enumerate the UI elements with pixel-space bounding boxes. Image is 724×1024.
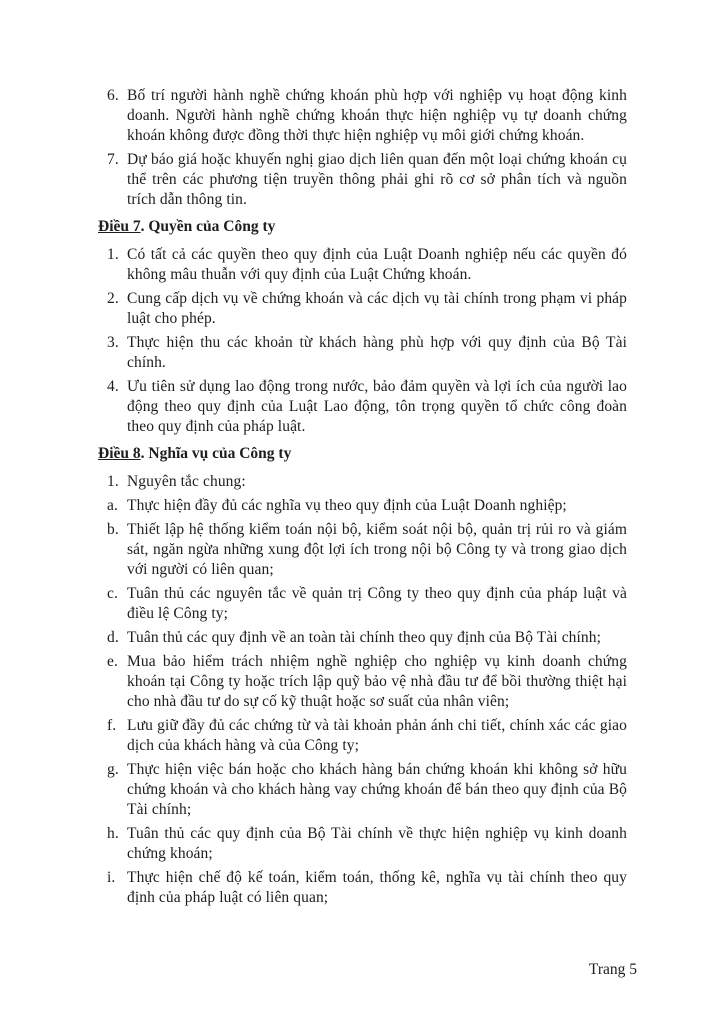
list-item-marker: 1. bbox=[107, 246, 119, 263]
article-7-heading bbox=[98, 217, 627, 237]
list-item-text: Thực hiện thu các khoản từ khách hàng phù hợp với quy định của Bộ Tài chính. bbox=[127, 334, 627, 371]
list-item-marker: f. bbox=[107, 717, 117, 734]
list-item-marker: e. bbox=[107, 653, 118, 670]
list-item bbox=[98, 824, 627, 864]
list-item-text: Ưu tiên sử dụng lao động trong nước, bảo đảm quyền và lợi ích của người lao động theo quy định của Luật Lao động, tôn trọng quyền tổ chức công đoàn theo quy định của pháp luật. bbox=[127, 378, 627, 435]
list-item-marker: c. bbox=[107, 585, 118, 602]
list-item-marker: d. bbox=[107, 629, 119, 646]
list-item-text: Có tất cả các quyền theo quy định của Luật Doanh nghiệp nếu các quyền đó không mâu thuẫn với quy định của Luật Chứng khoán. bbox=[127, 246, 627, 283]
list-item-marker: 1. bbox=[107, 473, 119, 490]
list-item-text: Lưu giữ đầy đủ các chứng từ và tài khoản phản ánh chi tiết, chính xác các giao dịch của khách hàng và của Công ty; bbox=[127, 717, 627, 754]
list-item-marker: 2. bbox=[107, 290, 119, 307]
list-item-text: Tuân thủ các nguyên tắc về quản trị Công ty theo quy định của pháp luật và điều lệ Công ty; bbox=[127, 585, 627, 622]
document-content bbox=[98, 86, 627, 912]
list-item bbox=[98, 628, 627, 648]
list-item-marker: b. bbox=[107, 521, 119, 538]
article-7-number: Điều 7 bbox=[98, 218, 141, 235]
article-8-heading bbox=[98, 444, 627, 464]
list-item bbox=[98, 652, 627, 712]
list-item bbox=[98, 520, 627, 580]
list-item-marker: g. bbox=[107, 761, 119, 778]
list-item bbox=[98, 86, 627, 146]
list-item-text: Cung cấp dịch vụ về chứng khoán và các dịch vụ tài chính trong phạm vi pháp luật cho phép. bbox=[127, 290, 627, 327]
list-item bbox=[98, 472, 627, 492]
list-item bbox=[98, 377, 627, 437]
list-item bbox=[98, 760, 627, 820]
list-item-marker: 4. bbox=[107, 378, 119, 395]
list-item-text: Dự báo giá hoặc khuyến nghị giao dịch liên quan đến một loại chứng khoán cụ thể trên các phương tiện truyền thông phải ghi rõ cơ sở phân tích và nguồn trích dẫn thông tin. bbox=[127, 151, 627, 208]
list-item bbox=[98, 289, 627, 329]
list-item-marker: 6. bbox=[107, 87, 119, 104]
list-item-marker: h. bbox=[107, 825, 119, 842]
list-item bbox=[98, 584, 627, 624]
list-item-text: Thực hiện chế độ kế toán, kiểm toán, thống kê, nghĩa vụ tài chính theo quy định của pháp luật có liên quan; bbox=[127, 869, 627, 906]
list-item-text: Tuân thủ các quy định của Bộ Tài chính về thực hiện nghiệp vụ kinh doanh chứng khoán; bbox=[127, 825, 627, 862]
page-number: Trang 5 bbox=[588, 961, 637, 978]
list-item bbox=[98, 716, 627, 756]
list-item-text: Thực hiện đầy đủ các nghĩa vụ theo quy định của Luật Doanh nghiệp; bbox=[127, 497, 567, 514]
article-8-title: . Nghĩa vụ của Công ty bbox=[140, 445, 292, 462]
list-item-text: Thực hiện việc bán hoặc cho khách hàng bán chứng khoán khi không sở hữu chứng khoán và cho khách hàng vay chứng khoán để bán theo quy định của Bộ Tài chính; bbox=[127, 761, 627, 818]
list-item-text: Nguyên tắc chung: bbox=[127, 473, 246, 490]
list-item bbox=[98, 496, 627, 516]
list-item-marker: a. bbox=[107, 497, 118, 514]
list-item bbox=[98, 868, 627, 908]
list-item bbox=[98, 150, 627, 210]
list-item-text: Bố trí người hành nghề chứng khoán phù hợp với nghiệp vụ hoạt động kinh doanh. Người hành nghề chứng khoán thực hiện nghiệp vụ tự doanh chứng khoán không được đồng thời thực hiện nghiệp vụ môi giới chứng khoán. bbox=[127, 87, 627, 144]
list-item-marker: i. bbox=[107, 869, 116, 886]
list-item-text: Tuân thủ các quy định về an toàn tài chính theo quy định của Bộ Tài chính; bbox=[127, 629, 602, 646]
article-7-title: . Quyền của Công ty bbox=[140, 218, 276, 235]
list-item-text: Thiết lập hệ thống kiểm toán nội bộ, kiểm soát nội bộ, quản trị rủi ro và giám sát, ngăn ngừa những xung đột lợi ích trong nội bộ Công ty và trong giao dịch với người có liên quan; bbox=[127, 521, 627, 578]
list-item-marker: 3. bbox=[107, 334, 119, 351]
list-item-text: Mua bảo hiểm trách nhiệm nghề nghiệp cho nghiệp vụ kinh doanh chứng khoán tại Công ty hoặc trích lập quỹ bảo vệ nhà đầu tư để bồi thường thiệt hại cho nhà đầu tư do sự cố kỹ thuật hoặc sơ suất của nhân viên; bbox=[127, 653, 627, 710]
list-item bbox=[98, 333, 627, 373]
article-8-number: Điều 8 bbox=[98, 445, 141, 462]
list-item-marker: 7. bbox=[107, 151, 119, 168]
list-item bbox=[98, 245, 627, 285]
